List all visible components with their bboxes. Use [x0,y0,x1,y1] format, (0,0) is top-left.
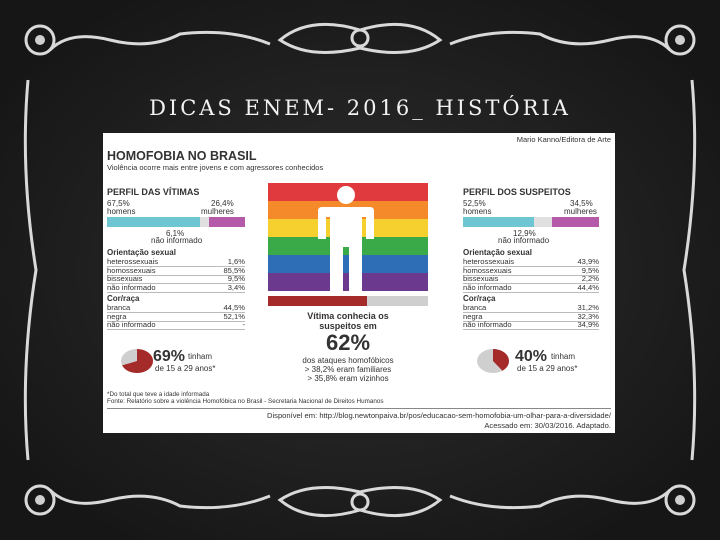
victims-heading: PERFIL DAS VÍTIMAS [107,187,200,197]
source-line-1: Disponível em: http://blog.newtonpaiva.br/pos/educacao-sem-homofobia-um-olhar-para-a-diversidade/ [266,411,611,420]
suspects-orientation-value: 44,4% [577,282,599,292]
victims-men-label: homens [107,207,136,216]
victims-gender-bar [107,217,245,227]
victims-orientation-value: 1,6% [227,257,245,266]
victims-unknown-segment [200,217,208,227]
victims-orientation-label: bissexuais [107,274,143,283]
suspects-men-segment [463,217,534,227]
victims-orientation-value: 85,5% [223,265,245,275]
suspects-unknown-pct: 12,9% [513,229,536,238]
center-big-pct: 62% [325,330,371,355]
center-line-3: > 35,8% eram vizinhos [307,374,389,383]
row-divider [463,292,599,293]
suspects-unknown-segment [534,217,552,227]
suspects-race-label: negra [463,311,483,321]
victims-orientation-label: não informado [107,282,156,292]
source-line-2: Acessado em: 30/03/2016. Adaptado. [484,421,611,430]
suspects-age-pct: 40% [515,348,548,365]
center-caption-1: Vítima conhecia os [307,311,389,321]
known-suspects-fill [268,296,367,306]
victims-age-pct: 69% [153,348,186,365]
victims-race-value: 52,1% [223,311,245,321]
row-divider [107,292,245,293]
victims-unknown-label: não informado [151,236,203,245]
suspects-race-value: 31,2% [577,303,599,312]
suspects-gender-bar [463,217,599,227]
known-suspects-bar [268,296,428,306]
suspects-race-value: 32,3% [577,311,599,321]
victims-race-label: não informado [107,320,156,329]
suspects-race-value: 34,9% [577,320,599,329]
suspects-women-pct: 34,5% [570,199,593,208]
slide-title: DICAS ENEM- 2016_ HISTÓRIA [149,96,571,120]
suspects-orientation-label: bissexuais [463,274,499,283]
suspects-race-heading: Cor/raça [463,294,496,303]
victims-men-pct: 67,5% [107,199,130,208]
infographic-subtitle: Violência ocorre mais entre jovens e com agressores conhecidos [107,163,324,172]
flag-stripe [268,255,428,274]
victims-race-value: 44,5% [223,303,245,312]
footnote-2: Fonte: Relatório sobre a violência Homofóbica no Brasil - Secretaria Nacional de Direitos Humanos [107,398,384,405]
footnote-1: *Do total que teve a idade informada [107,391,210,398]
victims-age-text1: tinham [188,352,213,361]
flag-stripe [268,273,428,291]
suspects-race-label: branca [463,303,487,312]
credit: Mario Kanno/Editora de Arte [516,135,611,144]
victims-orientation-value: 9,5% [227,274,245,283]
victims-orientation-label: heterossexuais [107,257,159,266]
suspects-orientation-label: heterossexuais [463,257,515,266]
row-divider [463,329,599,330]
rainbow-flag [268,183,428,291]
suspects-race-label: não informado [463,320,512,329]
infographic-title: HOMOFOBIA NO BRASIL [107,149,257,163]
suspects-men-pct: 52,5% [463,199,486,208]
suspects-age-pie [475,347,511,375]
victims-women-pct: 26,4% [211,199,234,208]
suspects-orientation-value: 9,5% [581,265,599,275]
victims-race-heading: Cor/raça [107,294,140,303]
infographic [103,133,615,433]
suspects-age-text1: tinham [551,352,576,361]
victims-orientation-heading: Orientação sexual [107,248,176,257]
suspects-orientation-value: 2,2% [581,274,599,283]
victims-orientation-label: homossexuais [107,265,156,275]
suspects-women-segment [552,217,599,227]
center-caption-2: suspeitos em [319,321,377,331]
victims-age-text2: de 15 a 29 anos* [155,364,216,373]
suspects-orientation-label: homossexuais [463,265,512,275]
suspects-women-label: mulheres [564,207,597,216]
suspects-men-label: homens [463,207,492,216]
suspects-heading: PERFIL DOS SUSPEITOS [463,187,571,197]
center-line-2: > 38,2% eram familiares [304,365,392,374]
victims-women-segment [209,217,245,227]
suspects-orientation-value: 43,9% [577,257,599,266]
victims-orientation-value: 3,4% [227,282,245,292]
suspects-orientation-label: não informado [463,282,512,292]
victims-men-segment [107,217,200,227]
victims-unknown-pct: 6,1% [166,229,185,238]
victims-race-label: negra [107,311,127,321]
center-line-1: dos ataques homofóbicos [302,356,394,365]
victims-race-value: - [242,320,245,329]
suspects-age-text2: de 15 a 29 anos* [517,364,578,373]
suspects-orientation-heading: Orientação sexual [463,248,532,257]
suspects-unknown-label: não informado [498,236,550,245]
victims-women-label: mulheres [201,207,234,216]
victims-race-label: branca [107,303,131,312]
